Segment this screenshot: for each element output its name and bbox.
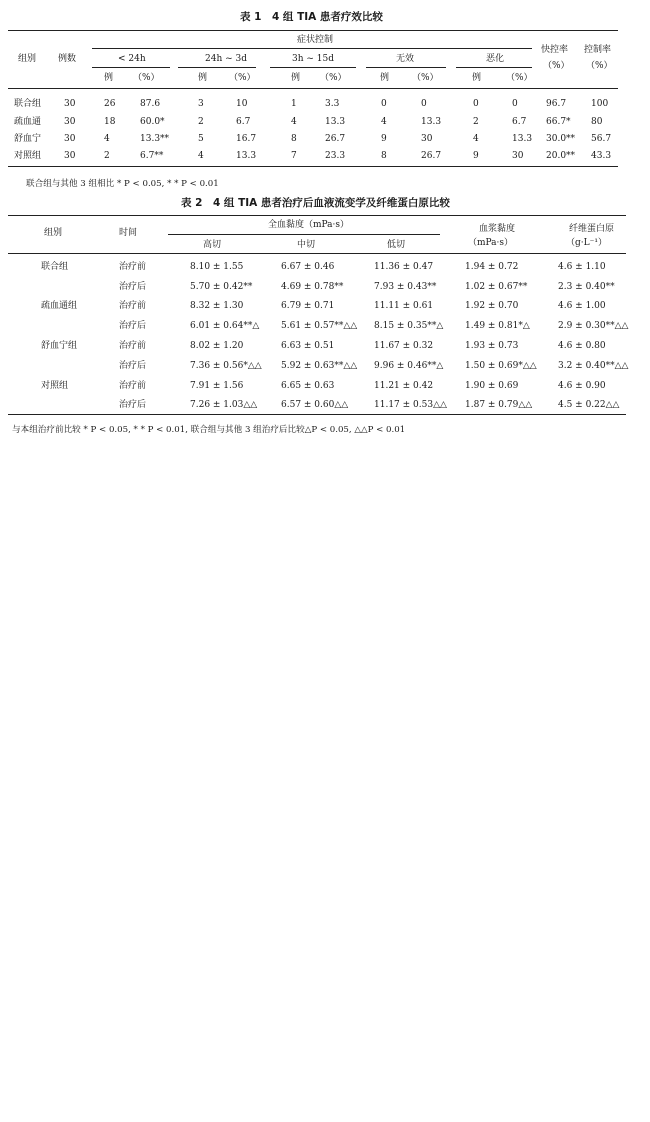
table2-time-cell: 治疗后 [119,282,147,292]
table2-cell: 9.96 ± 0.46**△ [374,361,444,371]
table2-cell: 5.70 ± 0.42** [190,282,253,292]
table2-cell: 1.93 ± 0.73 [465,341,519,351]
table2-cell: 4.6 ± 0.80 [558,341,606,351]
table1-header-fast-unit: （%） [543,61,570,71]
table2-row-label: 对照组 [41,381,69,391]
table1-cell: 13.3 [512,134,533,144]
table2-sub-low: 低切 [387,240,406,250]
table1-top-rule [8,30,618,31]
table2-cell: 8.15 ± 0.35**△ [374,321,444,331]
table2-time-cell: 治疗后 [119,361,147,371]
table1-period-4: 无效 [396,54,415,64]
table1-cell: 0 [473,99,479,109]
table2-time-cell: 治疗前 [119,301,147,311]
table1-cell: 100 [591,99,609,109]
table1-cell: 3 [198,99,204,109]
table1-header-bottom-rule [8,88,618,89]
table2-cell: 7.26 ± 1.03△△ [190,400,258,410]
table1-sub-n-3: 例 [291,73,301,83]
table1-cell: 26.7 [325,134,346,144]
table2-time-cell: 治疗前 [119,262,147,272]
table1-cell: 9 [473,151,479,161]
table1-cell: 8 [291,134,297,144]
table2-cell: 1.92 ± 0.70 [465,301,519,311]
table1-cell: 0 [381,99,387,109]
table1-cell: 4 [473,134,479,144]
table1-sub-n-2: 例 [198,73,208,83]
table1-cell: 30 [64,151,76,161]
table1-cell: 3.3 [325,99,340,109]
table2-cell: 8.02 ± 1.20 [190,341,244,351]
table1-period-3: 3h ~ 15d [292,54,334,64]
table1-cell: 30 [64,99,76,109]
table1-bottom-rule [8,166,618,167]
table1-cell: 66.7* [546,117,571,127]
table1-cell: 13.3** [140,134,170,144]
table1-sub-n-4: 例 [380,73,390,83]
table1-sub-pct-5: （%） [506,73,533,83]
table2-title: 表 2 4 组 TIA 患者治疗后血液流变学及纤维蛋白原比较 [181,197,450,209]
table2-cell: 1.02 ± 0.67** [465,282,528,292]
table2-cell: 4.6 ± 0.90 [558,381,606,391]
table1-cell: 4 [104,134,110,144]
table2-cell: 4.6 ± 1.00 [558,301,606,311]
table1-cell: 0 [421,99,427,109]
table2-top-rule [8,215,626,216]
table1-sub-pct-1: （%） [133,73,160,83]
table1-row-label: 疏血通 [14,117,42,127]
table1-sub-rule-5 [456,67,532,68]
table2-whole-blood-rule [168,234,440,235]
table1-cell: 60.0* [140,117,165,127]
table1-header-cases: 例数 [58,54,77,64]
table2-time-cell: 治疗后 [119,400,147,410]
table1-cell: 13.3 [325,117,346,127]
table2-cell: 6.63 ± 0.51 [281,341,335,351]
table2-cell: 4.5 ± 0.22△△ [558,400,620,410]
table1-row-label: 舒血宁 [14,134,42,144]
table1-cell: 5 [198,134,204,144]
table2-bottom-rule [8,414,626,415]
table1-cell: 2 [104,151,110,161]
table2-cell: 5.92 ± 0.63**△△ [281,361,358,371]
table2-header-plasma: 血浆黏度 [479,224,516,234]
table1-cell: 2 [198,117,204,127]
table2-cell: 11.67 ± 0.32 [374,341,434,351]
table2-cell: 11.11 ± 0.61 [374,301,434,311]
table1-sub-pct-2: （%） [229,73,256,83]
table1-cell: 10 [236,99,248,109]
table1-sub-rule-4 [366,67,446,68]
table1-cell: 30 [64,134,76,144]
table1-sub-rule-3 [270,67,356,68]
table1-cell: 18 [104,117,116,127]
table2-header-bottom-rule [8,253,626,254]
table2-cell: 3.2 ± 0.40**△△ [558,361,629,371]
table1-cell: 8 [381,151,387,161]
table2-header-fibrinogen: 纤维蛋白原 [569,224,615,234]
table2-cell: 6.67 ± 0.46 [281,262,335,272]
table2-header-fibrinogen-unit: （g·L⁻¹） [566,238,607,248]
table1-cell: 9 [381,134,387,144]
table2-cell: 6.57 ± 0.60△△ [281,400,349,410]
table2-cell: 8.32 ± 1.30 [190,301,244,311]
table2-cell: 5.61 ± 0.57**△△ [281,321,358,331]
table1-cell: 96.7 [546,99,567,109]
table2-cell: 6.65 ± 0.63 [281,381,335,391]
table2-cell: 4.69 ± 0.78** [281,282,344,292]
table1-cell: 23.3 [325,151,346,161]
table1-cell: 16.7 [236,134,257,144]
table2-header-time: 时间 [119,228,138,238]
table2-cell: 11.21 ± 0.42 [374,381,434,391]
table2-sub-mid: 中切 [297,240,316,250]
table1-cell: 4 [291,117,297,127]
table2-cell: 1.90 ± 0.69 [465,381,519,391]
table1-cell: 6.7 [236,117,251,127]
table2-header-whole-blood: 全血黏度（mPa·s） [268,220,350,230]
table2-cell: 8.10 ± 1.55 [190,262,244,272]
table2-header-group: 组别 [44,228,63,238]
table2-cell: 6.01 ± 0.64**△ [190,321,260,331]
table2-sub-high: 高切 [203,240,222,250]
table1-cell: 30.0** [546,134,576,144]
table2-row-label: 疏血通组 [41,301,78,311]
table1-cell: 4 [381,117,387,127]
table1-cell: 13.3 [421,117,442,127]
table2-header-plasma-unit: （mPa·s） [468,238,514,248]
table1-header-fast: 快控率 [541,45,569,55]
table2-time-cell: 治疗前 [119,381,147,391]
table2-cell: 1.49 ± 0.81*△ [465,321,530,331]
table2-cell: 11.17 ± 0.53△△ [374,400,447,410]
table1-cell: 13.3 [236,151,257,161]
table2-cell: 2.9 ± 0.30**△△ [558,321,629,331]
table1-sub-n-1: 例 [104,73,114,83]
table2-footnote: 与本组治疗前比较 * P < 0.05, * * P < 0.01, 联合组与其他 3 组治疗后比较△P < 0.05, △△P < 0.01 [12,425,406,435]
table1-row-label: 联合组 [14,99,42,109]
table2-cell: 1.50 ± 0.69*△△ [465,361,537,371]
table2-cell: 11.36 ± 0.47 [374,262,434,272]
table1-cell: 4 [198,151,204,161]
table1-period-2: 24h ~ 3d [205,54,247,64]
table1-cell: 56.7 [591,134,612,144]
table2-time-cell: 治疗后 [119,321,147,331]
table2-cell: 4.6 ± 1.10 [558,262,606,272]
table2-cell: 7.91 ± 1.56 [190,381,244,391]
table1-cell: 26 [104,99,116,109]
table1-header-ctrl: 控制率 [584,45,612,55]
table1-cell: 0 [512,99,518,109]
table2-cell: 1.94 ± 0.72 [465,262,519,272]
table2-cell: 7.93 ± 0.43** [374,282,437,292]
table1-cell: 30 [421,134,433,144]
table1-cell: 7 [291,151,297,161]
table1-cell: 6.7** [140,151,164,161]
table1-sub-rule-2 [178,67,256,68]
table1-sub-rule-1 [92,67,170,68]
table2-row-label: 联合组 [41,262,69,272]
table2-cell: 1.87 ± 0.79△△ [465,400,533,410]
table1-header-symptom: 症状控制 [297,35,334,45]
table1-period-1: < 24h [118,54,146,64]
table1-cell: 87.6 [140,99,161,109]
table2-time-cell: 治疗前 [119,341,147,351]
table1-cell: 1 [291,99,297,109]
table2-row-label: 舒血宁组 [41,341,78,351]
table1-cell: 26.7 [421,151,442,161]
table1-header-group: 组别 [18,54,37,64]
table1-sub-pct-3: （%） [320,73,347,83]
table1-sub-pct-4: （%） [412,73,439,83]
table1-footnote: 联合组与其他 3 组相比 * P < 0.05, * * P < 0.01 [26,179,219,189]
table1-cell: 30 [512,151,524,161]
table1-cell: 30 [64,117,76,127]
table1-row-label: 对照组 [14,151,42,161]
table1-sub-n-5: 例 [472,73,482,83]
table1-cell: 20.0** [546,151,576,161]
table2-cell: 2.3 ± 0.40** [558,282,615,292]
table1-title: 表 1 4 组 TIA 患者疗效比较 [240,11,383,23]
table1-cell: 43.3 [591,151,612,161]
table1-cell: 6.7 [512,117,527,127]
table2-cell: 7.36 ± 0.56*△△ [190,361,262,371]
table2-cell: 6.79 ± 0.71 [281,301,335,311]
table1-symptom-rule [92,48,532,49]
table1-header-ctrl-unit: （%） [586,61,613,71]
table1-cell: 80 [591,117,603,127]
table1-cell: 2 [473,117,479,127]
table1-period-5: 恶化 [486,54,505,64]
